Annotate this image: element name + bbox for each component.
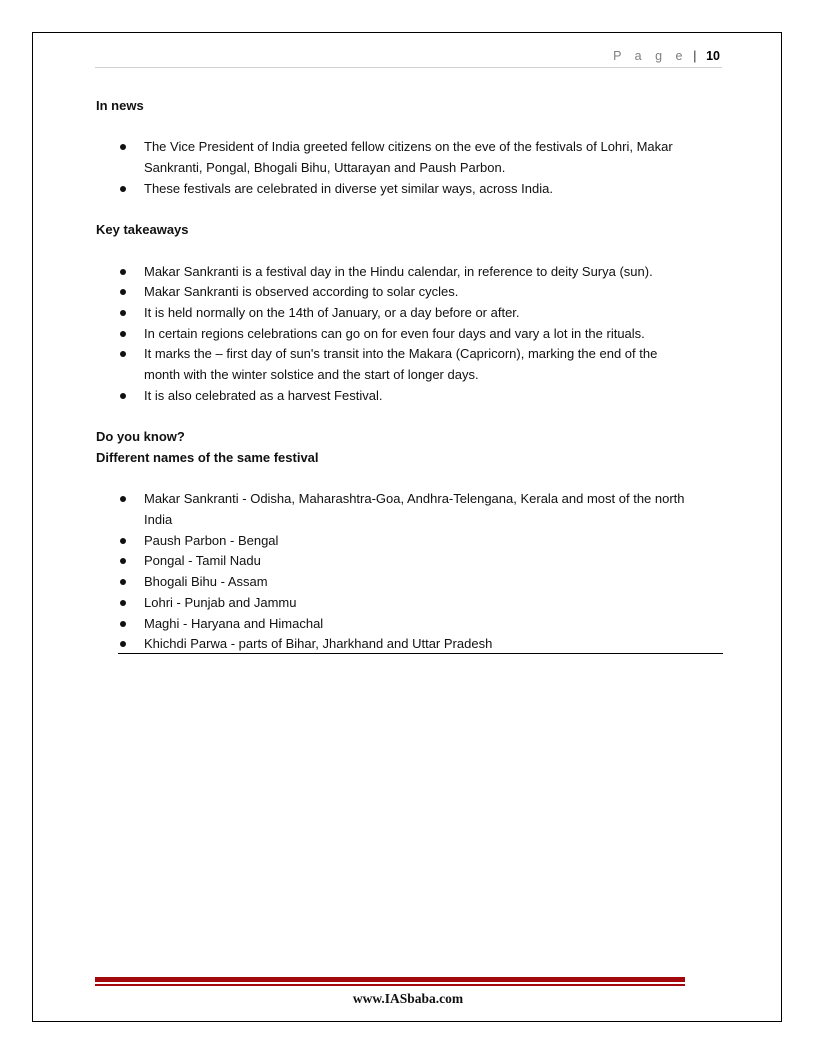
section-end-divider (118, 653, 723, 654)
bullet-icon (120, 144, 126, 150)
heading-do-you-know: Do you know? (96, 429, 185, 445)
bullet-icon (120, 558, 126, 564)
page-header (95, 48, 722, 68)
list-item: It is held normally on the 14th of January, or a day before or after. (96, 303, 726, 324)
list-item: Lohri - Punjab and Jammu (96, 593, 726, 614)
footer-website-link[interactable]: www.IASbaba.com (352, 991, 464, 1006)
document-body (96, 96, 726, 655)
bullet-icon (120, 600, 126, 606)
list-item: Khichdi Parwa - parts of Bihar, Jharkhand and Uttar Pradesh (96, 634, 726, 655)
footer-accent-bar (95, 977, 685, 982)
bullet-icon (120, 641, 126, 647)
festival-names-list (96, 489, 726, 655)
list-item: These festivals are celebrated in diverse yet similar ways, across India. (96, 179, 726, 200)
bullet-icon (120, 393, 126, 399)
list-item-continuation: month with the winter solstice and the start of longer days. (144, 367, 479, 383)
heading-in-news: In news (96, 98, 144, 113)
page-number: 10 (706, 49, 720, 63)
list-item: The Vice President of India greeted fellow citizens on the eve of the festivals of Lohri, Makar (96, 137, 726, 158)
bullet-icon (120, 621, 126, 627)
list-item: Paush Parbon - Bengal (96, 531, 726, 552)
list-item: Makar Sankranti - Odisha, Maharashtra-Goa, Andhra-Telengana, Kerala and most of the north (96, 489, 726, 510)
page-separator: | (693, 48, 697, 63)
list-item: Makar Sankranti is observed according to solar cycles. (96, 282, 726, 303)
list-item-continuation: India (144, 511, 173, 527)
in-news-list (96, 137, 726, 199)
key-takeaways-list (96, 262, 726, 407)
list-item: Bhogali Bihu - Assam (96, 572, 726, 593)
bullet-icon (120, 331, 126, 337)
header-divider (95, 67, 722, 68)
page-number-label (613, 48, 720, 63)
bullet-icon (120, 496, 126, 502)
list-item: Makar Sankranti is a festival day in the Hindu calendar, in reference to deity Surya (sun). (96, 262, 726, 283)
list-item: In certain regions celebrations can go on for even four days and vary a lot in the rituals. (96, 324, 726, 345)
list-item-continuation: Sankranti, Pongal, Bhogali Bihu, Uttarayan and Paush Parbon. (144, 160, 506, 176)
footer-accent-line (95, 984, 685, 986)
bullet-icon (120, 579, 126, 585)
bullet-icon (120, 186, 126, 192)
page-word: P a g e (613, 49, 688, 63)
bullet-icon (120, 351, 126, 357)
bullet-icon (120, 538, 126, 544)
bullet-icon (120, 310, 126, 316)
list-item: It marks the – first day of sun's transit into the Makara (Capricorn), marking the end of the (96, 344, 726, 365)
subheading-different-names: Different names of the same festival (96, 449, 319, 465)
bullet-icon (120, 289, 126, 295)
bullet-icon (120, 269, 126, 275)
list-item: Pongal - Tamil Nadu (96, 551, 726, 572)
list-item: It is also celebrated as a harvest Festival. (96, 386, 726, 407)
heading-key-takeaways: Key takeaways (96, 222, 189, 238)
list-item: Maghi - Haryana and Himachal (96, 614, 726, 635)
